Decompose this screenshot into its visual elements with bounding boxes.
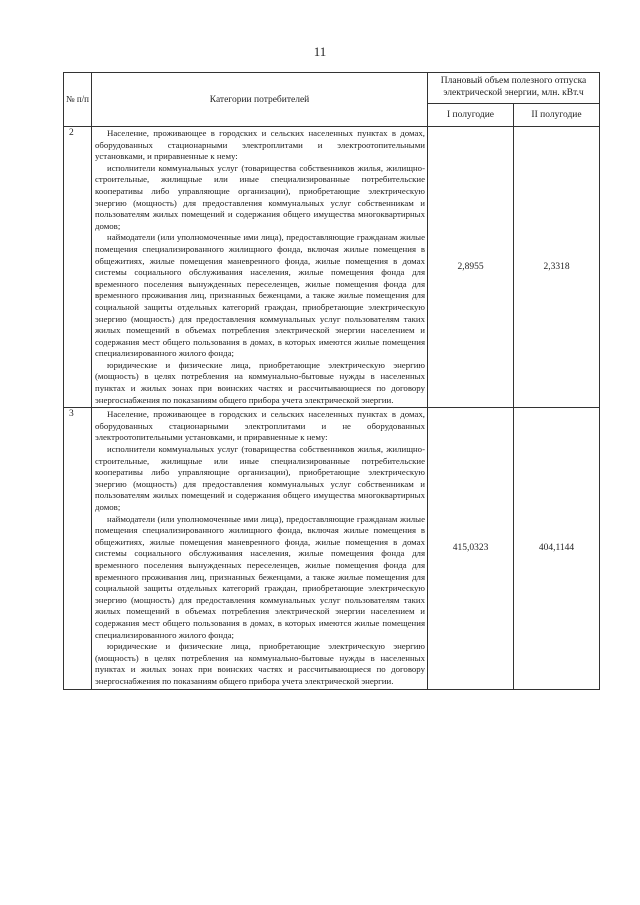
header-category: Категории потребителей [92,73,428,127]
header-half2: II полугодие [514,104,600,127]
category-description [92,127,428,408]
category-paragraph: исполнители коммунальных услуг (товарищества собственников жилья, жилищно-строительные, жилищные или иные специализированные потребительские кооперативы либо управляющие организации), приобретающие электрическую энергию (мощность) для предоставления коммунальных услуг собственникам и пользователям жилых помещений и содержания общего имущества многоквартирных домов; [95,162,425,231]
half1-value: 415,0323 [428,408,514,689]
half2-value: 404,1144 [514,408,600,689]
half2-value: 2,3318 [514,127,600,408]
row-number: 2 [64,127,92,408]
table-row [64,408,600,689]
category-description [92,408,428,689]
consumption-table [63,72,600,690]
category-paragraph: наймодатели (или уполномоченные ими лица), предоставляющие гражданам жилые помещения специализированного жилищного фонда, включая жилые помещения в общежитиях, жилые помещения маневренного фонда, жилые помещения в домах системы социального обслуживания населения, жилые помещения фонда для временного поселения вынужденных переселенцев, жилые помещения фонда для временного проживания лиц, признанных беженцами, а также жилые помещения для социальной защиты отдельных категорий граждан, приобретающие электрическую энергию (мощность) для предоставления коммунальных услуг пользователям таких жилых помещений в объемах потребления электрической энергии населением и содержания мест общего пользования в домах, в которых имеются жилые помещения специализированного жилого фонда; [95,232,425,359]
header-half1: I полугодие [428,104,514,127]
category-paragraph: юридические и физические лица, приобретающие электрическую энергию (мощность) в целях потребления на коммунально-бытовые нужды в населенных пунктах и жилых зонах при воинских частях и рассчитывающиеся по договору энергоснабжения по показаниям общего прибора учета электрической энергии. [95,359,425,405]
category-paragraph: наймодатели (или уполномоченные ими лица), предоставляющие гражданам жилые помещения специализированного жилищного фонда, включая жилые помещения в общежитиях, жилые помещения маневренного фонда, жилые помещения в домах системы социального обслуживания населения, жилые помещения фонда для временного поселения вынужденных переселенцев, жилые помещения фонда для временного проживания лиц, признанных беженцами, а также жилые помещения для социальной защиты отдельных категорий граждан, приобретающие электрическую энергию (мощность) для предоставления коммунальных услуг пользователям таких жилых помещений в объемах потребления электрической энергии населением и содержания мест общего пользования в домах, в которых имеются жилые помещения специализированного жилого фонда; [95,513,425,640]
category-paragraph: Население, проживающее в городских и сельских населенных пунктах в домах, оборудованных стационарными электроплитами и не оборудованных электроотопительными установками, и приравненные к нему: [95,409,425,443]
row-number: 3 [64,408,92,689]
header-planned-volume: Плановый объем полезного отпуска электрической энергии, млн. кВт.ч [428,73,600,104]
table-row [64,127,600,408]
category-paragraph: юридические и физические лица, приобретающие электрическую энергию (мощность) в целях потребления на коммунально-бытовые нужды в населенных пунктах и жилых зонах при воинских частях и рассчитывающиеся по договору энергоснабжения по показаниям общего прибора учета электрической энергии. [95,641,425,686]
half1-value: 2,8955 [428,127,514,408]
category-paragraph: исполнители коммунальных услуг (товарищества собственников жилья, жилищно-строительные, жилищные или иные специализированные потребительские кооперативы либо управляющие организации), приобретающие электрическую энергию (мощность) для предоставления коммунальных услуг собственникам и пользователям жилых помещений и содержания общего имущества многоквартирных домов; [95,444,425,512]
table-header-row [64,73,600,104]
category-paragraph: Население, проживающее в городских и сельских населенных пунктах в домах, оборудованных стационарными электроплитами и электроотопительными установками, и приравненные к нему: [95,128,425,162]
header-number: № п/п [64,73,92,127]
page-number: 11 [313,44,327,59]
